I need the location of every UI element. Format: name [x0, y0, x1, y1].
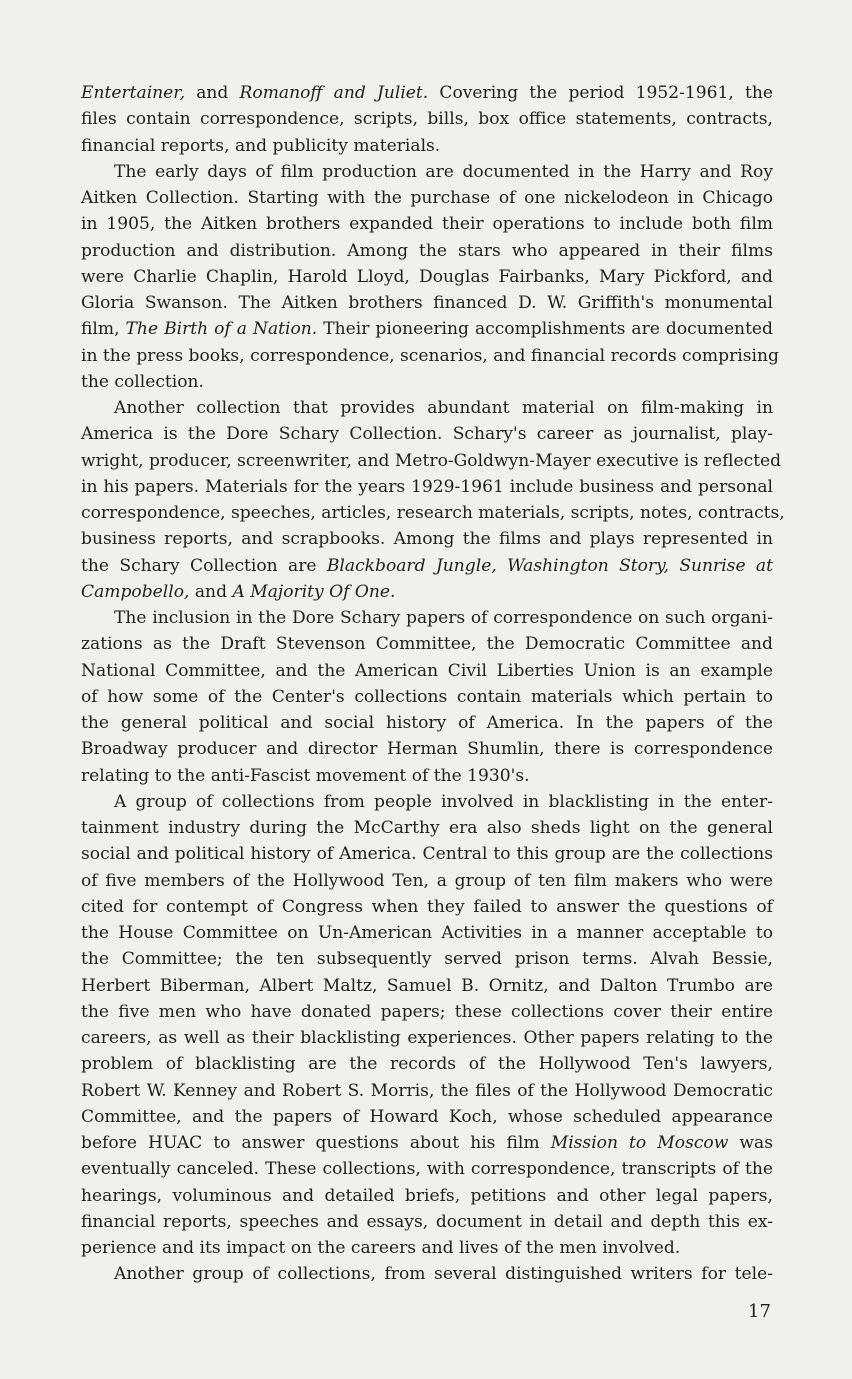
text-line: of five members of the Hollywood Ten, a group of ten film makers who were [81, 870, 773, 891]
text-line: business reports, and scrapbooks. Among the films and plays represented in [81, 529, 773, 550]
text-line: Another collection that provides abundant material on film-making in [114, 398, 773, 418]
body-text [81, 80, 785, 1288]
text-line [81, 316, 773, 342]
text-run: Covering the period 1952-1961, the [428, 83, 773, 103]
italic-title: The Birth of a Nation. [125, 319, 318, 340]
text-line: zations as the Draft Stevenson Committee, the Democratic Committee and [81, 634, 773, 655]
text-line: The early days of film production are documented in the Harry and Roy [114, 161, 773, 182]
text-line: Another group of collections, from several distinguished writers for tele- [114, 1264, 773, 1285]
text-line: careers, as well as their blacklisting experiences. Other papers relating to the [81, 1028, 773, 1048]
italic-title: Entertainer, [81, 83, 186, 103]
text-line: production and distribution. Among the stars who appeared in their films [81, 240, 773, 261]
italic-title: A Majority Of One. [232, 581, 396, 602]
text-line: files contain correspondence, scripts, bills, box office statements, contracts, [81, 109, 773, 130]
text-run: was [728, 1133, 774, 1153]
italic-title: Mission to Moscow [550, 1133, 729, 1153]
text-line: A group of collections from people involved in blacklisting in the enter- [114, 791, 773, 812]
text-line: the House Committee on Un-American Activities in a manner acceptable to [81, 923, 773, 943]
text-line: the collection. [81, 371, 204, 392]
italic-title: Romanoff and Juliet. [239, 83, 429, 103]
text-line: Gloria Swanson. The Aitken brothers financed D. W. Griffith's monumental [81, 293, 773, 313]
text-line: the Committee; the ten subsequently served prison terms. Alvah Bessie, [81, 949, 773, 970]
text-line: hearings, voluminous and detailed briefs, petitions and other legal papers, [81, 1185, 773, 1206]
text-line: Robert W. Kenney and Robert S. Morris, the files of the Hollywood Democratic [81, 1080, 773, 1101]
text-line: the general political and social history of America. In the papers of the [81, 713, 773, 733]
text-line: wright, producer, screenwriter, and Metro-Goldwyn-Mayer executive is reflected [81, 450, 782, 471]
text-run: Their pioneering accomplishments are documented [317, 319, 773, 340]
text-line: financial reports, and publicity materials. [81, 135, 441, 156]
text-line: social and political history of America. Central to this group are the collections [81, 844, 773, 865]
italic-title: Blackboard Jungle, Washington Story, Sunrise at [326, 555, 773, 576]
italic-title: Campobello, [81, 581, 190, 602]
text-line: correspondence, speeches, articles, research materials, scripts, notes, contracts, [81, 503, 785, 523]
text-line: in the press books, correspondence, scenarios, and financial records comprising [81, 345, 779, 366]
text-line [81, 579, 773, 605]
text-line [81, 1130, 773, 1156]
text-line: relating to the anti-Fascist movement of the 1930's. [81, 765, 530, 786]
text-line [81, 553, 773, 579]
text-line: in his papers. Materials for the years 1929-1961 include business and personal [81, 476, 773, 497]
text-line: cited for contempt of Congress when they failed to answer the questions of [81, 896, 773, 917]
text-run: before HUAC to answer questions about his film [81, 1133, 551, 1153]
text-run: film, [81, 319, 126, 340]
text-line: America is the Dore Schary Collection. Schary's career as journalist, play- [81, 424, 773, 445]
text-line: the five men who have donated papers; these collections cover their entire [81, 1001, 773, 1022]
text-line: Herbert Biberman, Albert Maltz, Samuel B. Ornitz, and Dalton Trumbo are [81, 975, 773, 996]
text-line: were Charlie Chaplin, Harold Lloyd, Douglas Fairbanks, Mary Pickford, and [81, 266, 773, 287]
text-line: financial reports, speeches and essays, document in detail and depth this ex- [81, 1211, 773, 1232]
text-line: in 1905, the Aitken brothers expanded their operations to include both film [81, 214, 773, 235]
text-line: perience and its impact on the careers and lives of the men involved. [81, 1238, 681, 1258]
text-line: problem of blacklisting are the records of the Hollywood Ten's lawyers, [81, 1054, 773, 1075]
text-line: The inclusion in the Dore Schary papers of correspondence on such organi- [114, 608, 773, 628]
text-line: tainment industry during the McCarthy era also sheds light on the general [81, 818, 773, 838]
text-line: of how some of the Center's collections contain materials which pertain to [81, 686, 773, 707]
text-run: and [185, 83, 240, 103]
text-line: Broadway producer and director Herman Shumlin, there is correspondence [81, 739, 773, 760]
text-line: National Committee, and the American Civil Liberties Union is an example [81, 660, 773, 681]
text-line [81, 80, 773, 106]
text-run: and [189, 581, 233, 602]
text-line: Committee, and the papers of Howard Koch, whose scheduled appearance [81, 1106, 773, 1127]
text-line: eventually canceled. These collections, with correspondence, transcripts of the [81, 1159, 773, 1180]
page-number: 17 [748, 1301, 771, 1322]
text-run: the Schary Collection are [81, 555, 327, 576]
text-line: Aitken Collection. Starting with the purchase of one nickelodeon in Chicago [81, 188, 773, 208]
